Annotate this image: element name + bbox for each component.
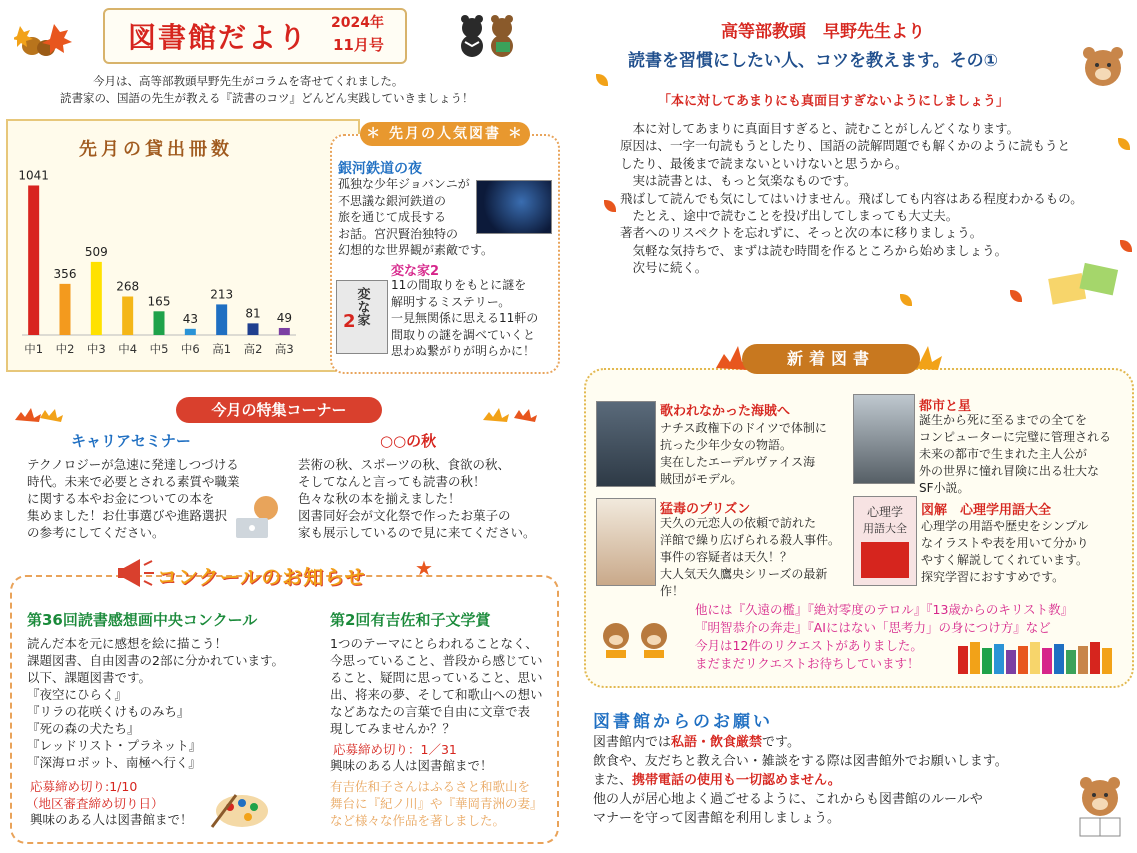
feature-badge: 今月の特集コーナー bbox=[176, 397, 382, 423]
emphasis-text: 携帯電話の使用も一切認めません。 bbox=[632, 773, 841, 788]
newbook2-title: 都市と星 bbox=[919, 399, 972, 414]
text-line: コンピューターに完璧に管理される bbox=[919, 430, 1112, 444]
tick-label: 中1 bbox=[24, 342, 44, 356]
text-line: お話。宮沢賢治独特の bbox=[338, 226, 459, 241]
text-line: 時代。未来で必要とされる素質や職業 bbox=[27, 474, 240, 489]
text-line: 次号に続く。 bbox=[620, 260, 708, 276]
text-line: ること、疑問に思っていること、思い bbox=[330, 670, 543, 685]
text-line: 実は読書とは、もっと気楽なものです。 bbox=[620, 173, 857, 189]
text-line: 読んだ本を元に感想を絵に描こう！ bbox=[27, 636, 228, 651]
text-line: 作！ bbox=[660, 584, 685, 598]
autumn-title: ○○の秋 bbox=[380, 432, 437, 450]
issue-year: 2024年 bbox=[331, 15, 384, 31]
psychology-cover-art bbox=[861, 542, 909, 578]
request-line-2: 飲食や、友だちと教え合い・雑談をする際は図書館外でお願いします。 bbox=[593, 754, 1008, 769]
tick-label: 中6 bbox=[180, 342, 200, 356]
psychology-cover-bottom: 用語大全 bbox=[863, 522, 907, 535]
text-line: 探究学習におすすめです。 bbox=[921, 570, 1065, 584]
text-span: 図書館内では bbox=[593, 735, 672, 750]
text-line: テクノロジーが急速に発達しつづける bbox=[27, 457, 239, 472]
text-line: 事件の容疑者は天久！？ bbox=[660, 550, 793, 564]
request-title: 図書館からのお願い bbox=[593, 712, 773, 732]
text-line: 大人気天久鷹央シリーズの最新 bbox=[660, 567, 828, 581]
emphasis-text: 私語・飲食厳禁 bbox=[671, 735, 763, 750]
contest2-note: 興味のある人は図書館まで！ bbox=[330, 758, 493, 773]
text-line: 著者へのリスペクトを忘れずに、そっと次の本に移りましょう。 bbox=[620, 225, 983, 241]
loans-chart-title: 先月の貸出冊数 bbox=[79, 139, 233, 160]
text-line: 本に対してあまりに真面目すぎると、読むことがしんどくなります。 bbox=[620, 121, 1020, 136]
book-cover-city bbox=[853, 394, 915, 484]
text-line: 以下、課題図書です。 bbox=[27, 670, 152, 685]
text-span: です。 bbox=[762, 735, 800, 750]
book-cover-prison bbox=[596, 498, 656, 586]
text-line: など様々な作品を著しました。 bbox=[330, 813, 506, 828]
leaf-decoration bbox=[900, 294, 912, 306]
autumn-leaves-decoration bbox=[14, 16, 76, 60]
bar-中5 bbox=[154, 311, 165, 335]
text-line: 原因は、一字一句読もうとしたり、国語の読解問題でも解くかのように読もうと bbox=[620, 138, 1071, 154]
psychology-cover-top: 心理学 bbox=[866, 505, 903, 519]
text-line: などあなたの言葉で自由に文章で表 bbox=[330, 704, 531, 719]
text-line: 『夜空にひらく』 bbox=[27, 687, 128, 702]
data-label: 43 bbox=[182, 311, 198, 326]
text-line: まだまだリクエストお待ちしています！ bbox=[695, 656, 920, 671]
bar-高2 bbox=[248, 323, 259, 335]
text-line: 現してみませんか？？ bbox=[330, 721, 456, 736]
newbook2-text bbox=[919, 412, 1111, 497]
leaf-decoration bbox=[604, 200, 616, 212]
text-line: 一見無関係に思える11軒の bbox=[391, 311, 539, 325]
tick-label: 中3 bbox=[86, 342, 106, 356]
tick-label: 高3 bbox=[274, 342, 294, 356]
text-line: 天久の元恋人の依頼で訪れた bbox=[660, 516, 817, 530]
text-span: また、 bbox=[593, 773, 633, 788]
newbook1-title: 歌われなかった海賊へ bbox=[660, 404, 791, 419]
column-quote: 「本に対してあまりにも真面目すぎないようにしましょう」 bbox=[658, 94, 1010, 109]
loans-bar-chart bbox=[18, 155, 300, 367]
new-books-badge: 新着図書 bbox=[742, 344, 920, 374]
text-line: 今月は12件のリクエストがありました。 bbox=[695, 638, 923, 653]
leaf-decoration bbox=[596, 74, 608, 86]
text-line: 『レッドリスト・プラネット』 bbox=[27, 738, 202, 753]
contest2-title: 第2回有吉佐和子文学賞 bbox=[330, 611, 491, 629]
text-line: 有吉佐和子さんはふるさと和歌山を bbox=[330, 779, 531, 794]
tick-label: 高1 bbox=[212, 342, 232, 356]
text-line: 幻想的な世界観が素敵です。 bbox=[338, 243, 494, 257]
newbook3-title: 猛毒のプリズン bbox=[660, 502, 751, 517]
text-line: 賊団がモデル。 bbox=[660, 472, 743, 486]
popular-book2-title: 変な家2 bbox=[391, 264, 440, 279]
contest1-text bbox=[27, 635, 284, 771]
intro-line-1: 今月は、高等部教頭早野先生がコラムを寄せてくれました。 bbox=[93, 74, 404, 88]
bar-中4 bbox=[122, 297, 133, 335]
text-line: 未来の都市で生まれた主人公が bbox=[919, 447, 1088, 461]
text-line: 外の世界に憧れ冒険に出る壮大な bbox=[919, 464, 1100, 478]
text-line: 今思っていること、普段から感じてい bbox=[330, 653, 543, 668]
data-label: 1041 bbox=[18, 168, 49, 183]
text-line: 1つのテーマにとらわれることなく、 bbox=[330, 636, 538, 651]
text-line: 誕生から死に至るまでの全てを bbox=[919, 413, 1088, 427]
text-line: 心理学の用語や歴史をシンプル bbox=[921, 519, 1089, 533]
text-line: 気軽な気持ちで、まずは読む時間を作るところから始めましょう。 bbox=[620, 242, 1008, 258]
text-line: 『明智恭介の奔走』『AIにはない「思考力」の身につけ方』など bbox=[695, 620, 1051, 635]
tick-label: 中4 bbox=[118, 342, 138, 356]
bar-中3 bbox=[91, 262, 102, 335]
popular-book1-text bbox=[338, 176, 493, 259]
career-illustration bbox=[232, 490, 288, 542]
hennaie-cover-image bbox=[336, 280, 388, 354]
popular-book1-title: 銀河鉄道の夜 bbox=[338, 161, 422, 177]
text-line: したり、最後まで読まないといけないと思うから。 bbox=[620, 155, 908, 171]
text-line: 『リラの花咲くけものみち』 bbox=[27, 704, 190, 719]
autumn-text bbox=[298, 456, 536, 541]
text-line: 課題図書、自由図書の2部に分かれています。 bbox=[27, 653, 284, 668]
tick-label: 中5 bbox=[149, 342, 169, 356]
text-line: 出、将来の夢、そして和歌山への想い bbox=[330, 687, 543, 702]
book-cover-pirates bbox=[596, 401, 656, 487]
intro-line-2: 読書家の、国語の先生が教える『読書のコツ』どんどん実践していきましょう！ bbox=[60, 91, 474, 105]
contest2-text bbox=[330, 635, 543, 737]
newbook4-text bbox=[921, 518, 1089, 586]
books-illustration bbox=[1046, 258, 1124, 306]
data-label: 81 bbox=[245, 306, 261, 321]
leaf-decoration bbox=[1120, 240, 1132, 252]
hennaie-cover-title: 変な家 bbox=[354, 287, 370, 326]
ginga-cover-image bbox=[476, 180, 552, 234]
bar-高1 bbox=[216, 304, 227, 335]
tick-label: 高2 bbox=[243, 342, 263, 356]
text-line: 他には『久遠の檻』『絶対零度のテロル』『13歳からのキリスト教』 bbox=[695, 602, 1074, 617]
bar-高3 bbox=[279, 328, 290, 335]
data-label: 268 bbox=[116, 279, 140, 294]
text-line: たとえ、途中で読むことを投げ出してしまっても大丈夫。 bbox=[620, 208, 959, 224]
contest-banner: コンクールのお知らせ bbox=[157, 565, 366, 589]
contest2-extra bbox=[330, 778, 543, 829]
text-line: 『死の森の犬たち』 bbox=[27, 721, 140, 736]
text-line: 色々な秋の本を揃えました！ bbox=[298, 491, 461, 506]
request-body bbox=[593, 733, 1008, 828]
column-body bbox=[620, 120, 1083, 277]
text-line: 芸術の秋、スポーツの秋、食欲の秋、 bbox=[298, 457, 511, 472]
newbook1-text bbox=[660, 420, 827, 488]
text-line: に関する本やお金についての本を bbox=[27, 491, 215, 506]
text-line: 舞台に『紀ノ川』や『華岡青洲の妻』 bbox=[330, 796, 543, 811]
feature-leaves-left bbox=[10, 400, 70, 430]
megaphone-icon bbox=[118, 555, 158, 591]
paint-palette-icon bbox=[208, 783, 272, 831]
text-line: なイラストや表を用いて分かり bbox=[921, 536, 1089, 550]
text-line: 抗った少年少女の物語。 bbox=[660, 438, 793, 452]
text-line: 11の間取りをもとに謎を bbox=[391, 278, 527, 292]
text-line: そしてなんと言っても読書の秋！ bbox=[298, 474, 486, 489]
contest1-title: 第36回読書感想画中央コンクール bbox=[27, 611, 258, 629]
popular-books-label: 先月の人気図書 bbox=[389, 126, 501, 142]
bear-reading-illustration bbox=[1070, 772, 1130, 842]
bears-illustration bbox=[452, 12, 524, 58]
bookshelf-illustration bbox=[958, 640, 1120, 674]
leaf-decoration bbox=[1118, 138, 1130, 150]
data-label: 356 bbox=[53, 266, 77, 281]
request-line-3 bbox=[593, 771, 1008, 790]
popular-book2-text bbox=[391, 277, 538, 360]
text-line: 洋館で繰り広げられる殺人事件。 bbox=[660, 533, 841, 547]
column-subheading: 読書を習慣にしたい人、コツを教えます。その① bbox=[628, 51, 999, 71]
feature-leaves-right bbox=[478, 400, 548, 430]
contest1-deadline: 応募締め切り:1/10 bbox=[30, 779, 138, 794]
bar-中1 bbox=[28, 185, 39, 335]
popular-books-badge: ＊ 先月の人気図書 ＊ bbox=[360, 122, 530, 146]
data-label: 509 bbox=[84, 244, 108, 259]
text-line: SF小説。 bbox=[919, 481, 970, 495]
career-title: キャリアセミナー bbox=[71, 432, 191, 450]
career-text bbox=[27, 456, 240, 541]
newbook4-title: 図解 心理学用語大全 bbox=[921, 503, 1052, 518]
text-line: 不思議な銀河鉄道の bbox=[338, 193, 447, 208]
contest1-note: 興味のある人は図書館まで！ bbox=[30, 812, 193, 827]
data-label: 213 bbox=[210, 287, 234, 302]
data-label: 165 bbox=[147, 294, 171, 309]
data-label: 49 bbox=[276, 310, 292, 325]
issue-month: 11月号 bbox=[333, 36, 384, 54]
contest2-deadline: 応募締め切り：1／31 bbox=[333, 742, 457, 757]
newbook3-text bbox=[660, 515, 840, 600]
bear-wave-illustration bbox=[1078, 40, 1128, 90]
request-line-4: 他の人が居心地よく過ごせるように、これからも図書館のルールや bbox=[593, 792, 983, 807]
text-line: の参考にしてください。 bbox=[27, 525, 165, 540]
text-line: 思わぬ繋がりが明らかに！ bbox=[391, 344, 536, 358]
request-line-1 bbox=[593, 733, 1008, 752]
text-line: 『深海ロボット、南極へ行く』 bbox=[27, 755, 201, 770]
column-heading: 高等部教頭 早野先生より bbox=[721, 22, 925, 42]
text-line: 旅を通じて成長する bbox=[338, 210, 447, 224]
text-line: 集めました！お仕事選びや進路選択 bbox=[27, 508, 228, 523]
contest1-deadline-note: （地区審査締め切り日） bbox=[26, 796, 164, 811]
text-line: やすく解説してくれています。 bbox=[921, 553, 1089, 567]
star-icon: ★ bbox=[415, 556, 433, 580]
hennaie-cover-number: 2 bbox=[343, 311, 356, 332]
tick-label: 中2 bbox=[55, 342, 75, 356]
leaf-decoration bbox=[1010, 290, 1022, 302]
text-line: 家も展示しているので見に来てください。 bbox=[298, 525, 536, 540]
text-line: 解明するミステリー。 bbox=[391, 294, 511, 309]
text-line: 間取りの謎を調べていくと bbox=[391, 327, 536, 342]
bar-中2 bbox=[60, 284, 71, 335]
text-line: 実在したエーデルヴァイス海 bbox=[660, 455, 816, 469]
text-line: 飛ばして読んでも気にしてはいけません。飛ばしても内容はある程度わかるもの。 bbox=[620, 190, 1083, 206]
text-line: 図書同好会が文化祭で作ったお菓子の bbox=[298, 508, 511, 523]
bar-中6 bbox=[185, 329, 196, 335]
book-cover-psychology bbox=[853, 496, 917, 586]
newsletter-title: 図書館だより bbox=[128, 21, 309, 54]
squirrels-illustration bbox=[596, 614, 678, 662]
request-line-5: マナーを守って図書館を利用しましょう。 bbox=[593, 811, 841, 826]
text-line: ナチス政権下のドイツで体制に bbox=[660, 421, 827, 435]
text-line: 孤独な少年ジョバンニが bbox=[338, 177, 470, 191]
